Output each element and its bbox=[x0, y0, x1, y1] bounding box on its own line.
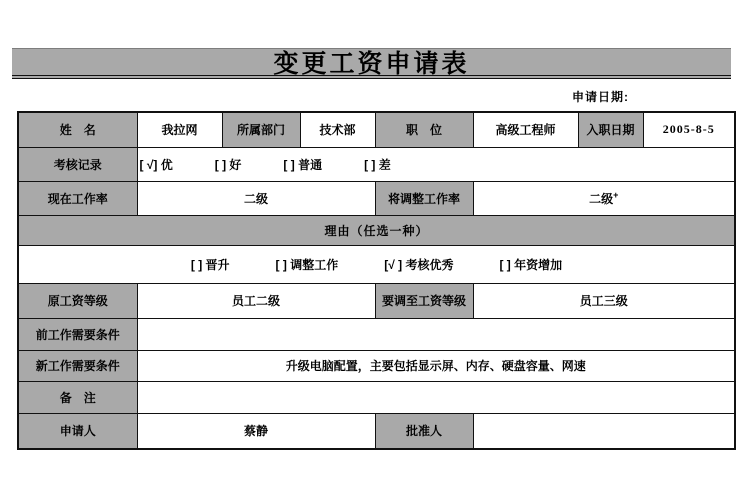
reason-header: 理由（任选一种） bbox=[18, 215, 735, 245]
remarks-label: 备 注 bbox=[18, 381, 137, 413]
adjust-rate-superscript: + bbox=[613, 189, 619, 200]
table-row-assessment bbox=[18, 147, 735, 181]
name-value[interactable]: 我拉网 bbox=[137, 112, 222, 147]
checkbox-option-good[interactable]: [ ] 好 bbox=[214, 157, 242, 172]
reason-options-cell bbox=[18, 245, 735, 283]
checkbox-option-poor[interactable]: [ ] 差 bbox=[364, 157, 391, 172]
application-date-label: 申请日期: bbox=[572, 90, 629, 104]
salary-change-form-table bbox=[17, 111, 736, 450]
new-conditions-label: 新工作需要条件 bbox=[18, 350, 137, 381]
position-value[interactable]: 高级工程师 bbox=[473, 112, 578, 147]
prev-conditions-label: 前工作需要条件 bbox=[18, 318, 137, 350]
old-grade-label: 原工资等级 bbox=[18, 283, 137, 318]
table-row-identity bbox=[18, 112, 735, 147]
table-row-signatures bbox=[18, 413, 735, 449]
hire-date-label: 入职日期 bbox=[578, 112, 643, 147]
applicant-value[interactable]: 蔡静 bbox=[137, 413, 375, 449]
department-value[interactable]: 技术部 bbox=[300, 112, 375, 147]
old-grade-value[interactable]: 员工二级 bbox=[137, 283, 375, 318]
approver-label: 批准人 bbox=[375, 413, 473, 449]
table-row-work-rate bbox=[18, 181, 735, 215]
approver-value[interactable] bbox=[473, 413, 735, 449]
checkbox-option-average[interactable]: [ ] 普通 bbox=[283, 157, 323, 172]
form-title-bar bbox=[12, 48, 731, 79]
table-row-reason-header bbox=[18, 215, 735, 245]
remarks-value[interactable] bbox=[137, 381, 735, 413]
new-conditions-value[interactable]: 升级电脑配置，主要包括显示屏、内存、硬盘容量、网速 bbox=[137, 350, 735, 381]
table-row-prev-conditions bbox=[18, 318, 735, 350]
name-label: 姓 名 bbox=[18, 112, 137, 147]
current-rate-value[interactable]: 二级 bbox=[137, 181, 375, 215]
table-row-reason-options bbox=[18, 245, 735, 283]
new-grade-value[interactable]: 员工三级 bbox=[473, 283, 735, 318]
checkbox-option-seniority-increase[interactable]: [ ] 年资增加 bbox=[499, 257, 563, 272]
adjust-rate-label: 将调整工作率 bbox=[375, 181, 473, 215]
department-label: 所属部门 bbox=[222, 112, 300, 147]
assessment-options bbox=[140, 156, 733, 173]
new-grade-label: 要调至工资等级 bbox=[375, 283, 473, 318]
position-label: 职 位 bbox=[375, 112, 473, 147]
page-title: 变更工资申请表 bbox=[273, 50, 470, 78]
assessment-label: 考核记录 bbox=[18, 147, 137, 181]
reason-options bbox=[21, 256, 732, 273]
current-rate-label: 现在工作率 bbox=[18, 181, 137, 215]
table-row-new-conditions bbox=[18, 350, 735, 381]
table-row-salary-grade bbox=[18, 283, 735, 318]
adjust-rate-value[interactable] bbox=[473, 181, 735, 215]
adjust-rate-text: 二级 bbox=[589, 191, 614, 206]
checkbox-option-job-adjustment[interactable]: [ ] 调整工作 bbox=[275, 257, 339, 272]
applicant-label: 申请人 bbox=[18, 413, 137, 449]
assessment-options-cell bbox=[137, 147, 735, 181]
table-row-remarks bbox=[18, 381, 735, 413]
prev-conditions-value[interactable] bbox=[137, 318, 735, 350]
checkbox-option-excellent[interactable]: [ √] 优 bbox=[139, 157, 173, 172]
checkbox-option-promotion[interactable]: [ ] 晋升 bbox=[190, 257, 230, 272]
hire-date-value[interactable]: 2005-8-5 bbox=[643, 112, 735, 147]
checkbox-option-assessment-excellent[interactable]: [√ ] 考核优秀 bbox=[384, 257, 454, 272]
